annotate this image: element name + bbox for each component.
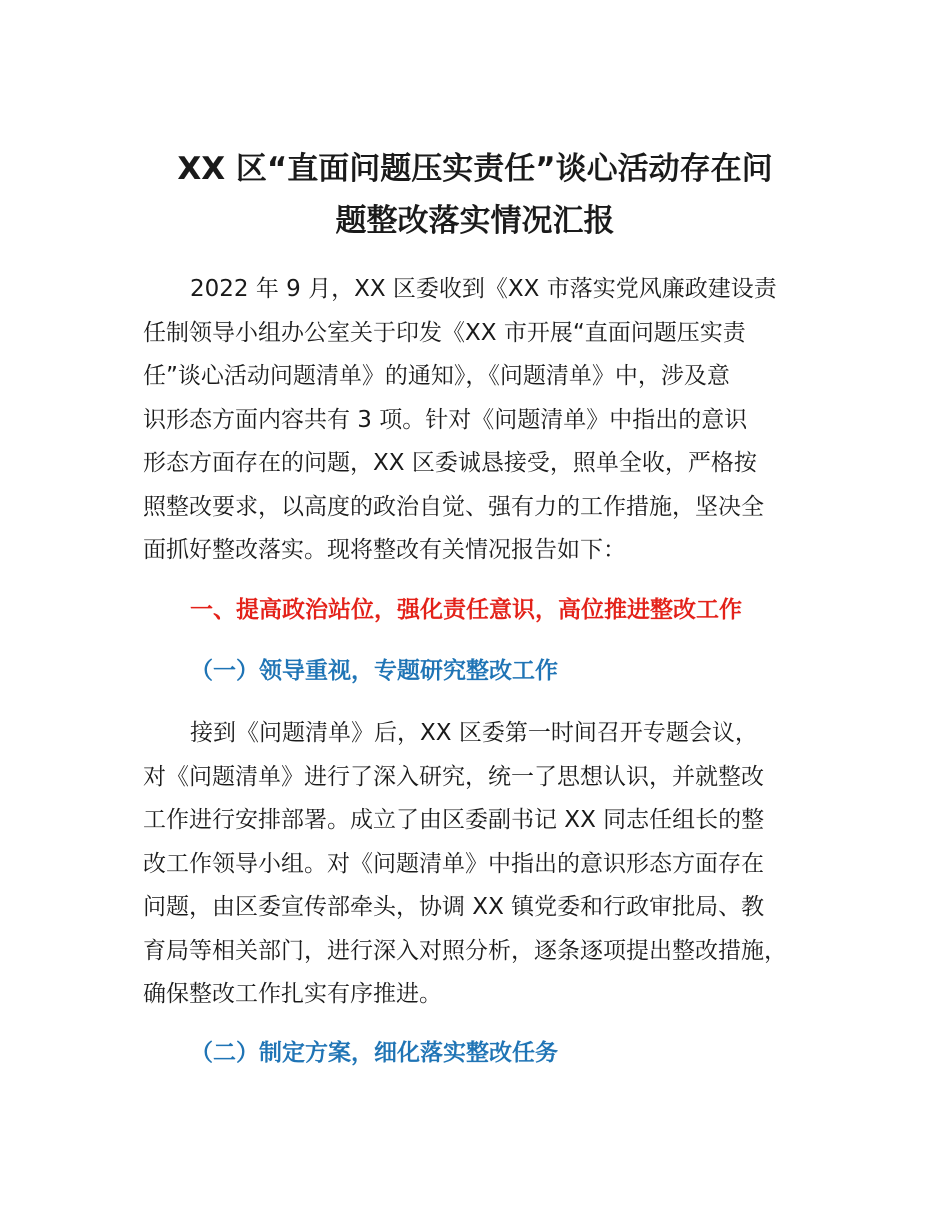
- subsection-1-heading: （一）领导重视，专题研究整改工作: [190, 658, 558, 684]
- intro-line-5: 形态方面存在的问题，XX 区委诚恳接受，照单全收，严格按: [143, 450, 757, 476]
- intro-line-7: 面抓好整改落实。现将整改有关情况报告如下：: [143, 537, 626, 563]
- sub1-line-7: 确保整改工作扎实有序推进。: [143, 981, 442, 1007]
- sub1-line-5: 问题，由区委宣传部牵头，协调 XX 镇党委和行政审批局、教: [143, 894, 765, 920]
- sub1-line-6: 育局等相关部门，进行深入对照分析，逐条逐项提出整改措施，: [143, 937, 787, 964]
- sub1-line-2: 对《问题清单》进行了深入研究，统一了思想认识，并就整改: [143, 763, 764, 790]
- subsection-1-paragraph: [143, 712, 843, 1017]
- subsection-2-heading: （二）制定方案，细化落实整改任务: [190, 1040, 558, 1066]
- section-1-heading: 一、提高政治站位，强化责任意识，高位推进整改工作: [190, 597, 742, 623]
- intro-line-1: 2022 年 9 月，XX 区委收到《XX 市落实党风廉政建设责: [190, 276, 777, 302]
- intro-line-3: 任”谈心活动问题清单》的通知》，《问题清单》中，涉及意: [143, 363, 730, 389]
- title-line-2: 题整改落实情况汇报: [335, 203, 615, 239]
- title-line-1: XX 区“直面问题压实责任”谈心活动存在问: [177, 151, 773, 187]
- sub1-line-1: 接到《问题清单》后，XX 区委第一时间召开专题会议，: [190, 720, 758, 746]
- intro-line-2: 任制领导小组办公室关于印发《XX 市开展“直面问题压实责: [143, 319, 746, 346]
- intro-line-6: 照整改要求，以高度的政治自觉、强有力的工作措施，坚决全: [143, 493, 764, 520]
- sub1-line-3: 工作进行安排部署。成立了由区委副书记 XX 同志任组长的整: [143, 807, 765, 833]
- intro-line-4: 识形态方面内容共有 3 项。针对《问题清单》中指出的意识: [143, 406, 748, 433]
- document-title: [130, 143, 820, 247]
- intro-paragraph: [143, 268, 843, 573]
- sub1-line-4: 改工作领导小组。对《问题清单》中指出的意识形态方面存在: [143, 850, 764, 877]
